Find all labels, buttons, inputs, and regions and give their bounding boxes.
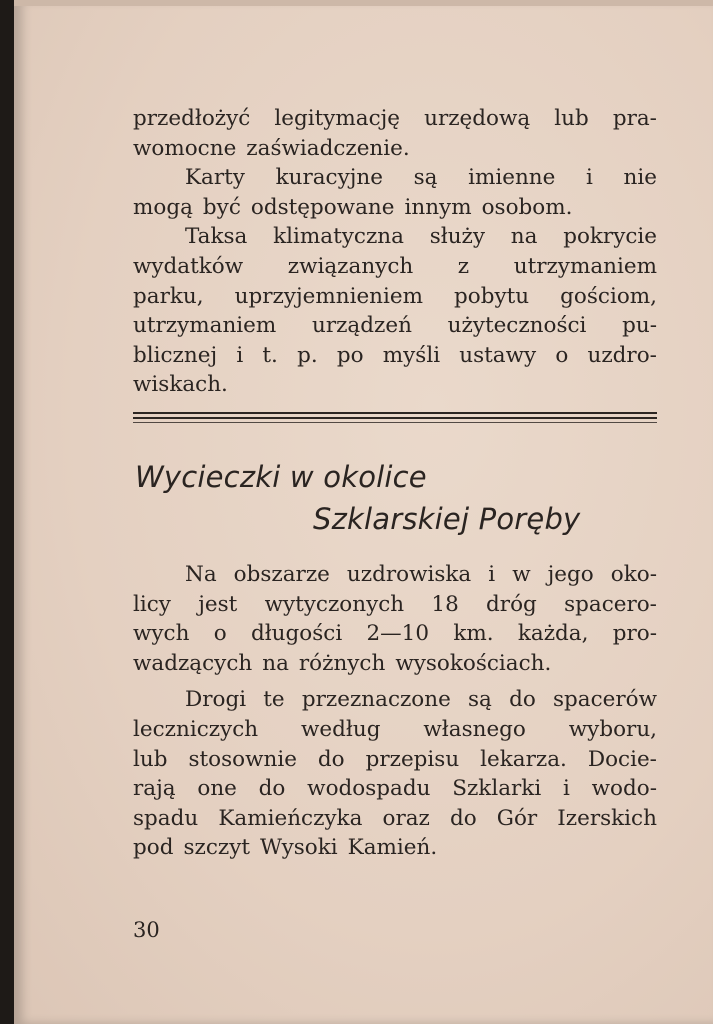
text-line: Taksa klimatyczna służy na pokrycie	[185, 224, 657, 250]
section-heading-line1: Wycieczki w okolice	[135, 460, 427, 494]
text-line: wydatków związanych z utrzymaniem	[133, 253, 657, 279]
text-line: blicznej i t. p. po myśli ustawy o uzdro-	[133, 342, 657, 368]
page-number: 30	[133, 918, 160, 942]
text-line: pod szczyt Wysoki Kamień.	[133, 835, 438, 861]
text-line: licy jest wytyczonych 18 dróg spacero-	[133, 591, 657, 617]
text-line: przedłożyć legitymację urzędową lub pra-	[133, 106, 657, 131]
text-line: Na obszarze uzdrowiska i w jego oko-	[185, 562, 657, 587]
text-line: utrzymaniem urządzeń użyteczności pu-	[133, 313, 657, 339]
text-section-bottom	[133, 560, 657, 863]
text-line: womocne zaświadczenie.	[133, 135, 410, 161]
text-line: rają one do wodospadu Szklarki i wodo-	[133, 776, 657, 802]
text-line: parku, uprzyjemnieniem pobytu gościom,	[133, 283, 657, 309]
section-heading-line2: Szklarskiej Poręby	[313, 502, 581, 536]
text-line: wiskach.	[133, 372, 228, 398]
text-line: spadu Kamieńczyka oraz do Gór Izerskich	[133, 805, 657, 831]
text-section-top	[133, 104, 657, 400]
page-top-edge	[14, 0, 713, 6]
text-line: Drogi te przeznaczone są do spacerów	[185, 687, 657, 713]
text-line: wadzących na różnych wysokościach.	[133, 650, 552, 676]
text-line: leczniczych według własnego wyboru,	[133, 716, 657, 742]
text-line: wych o długości 2—10 km. każda, pro-	[133, 621, 657, 647]
text-line: mogą być odstępowane innym osobom.	[133, 194, 573, 220]
text-line: lub stosownie do przepisu lekarza. Docie-	[133, 746, 657, 772]
section-divider	[133, 412, 657, 426]
text-line: Karty kuracyjne są imienne i nie	[185, 165, 657, 191]
